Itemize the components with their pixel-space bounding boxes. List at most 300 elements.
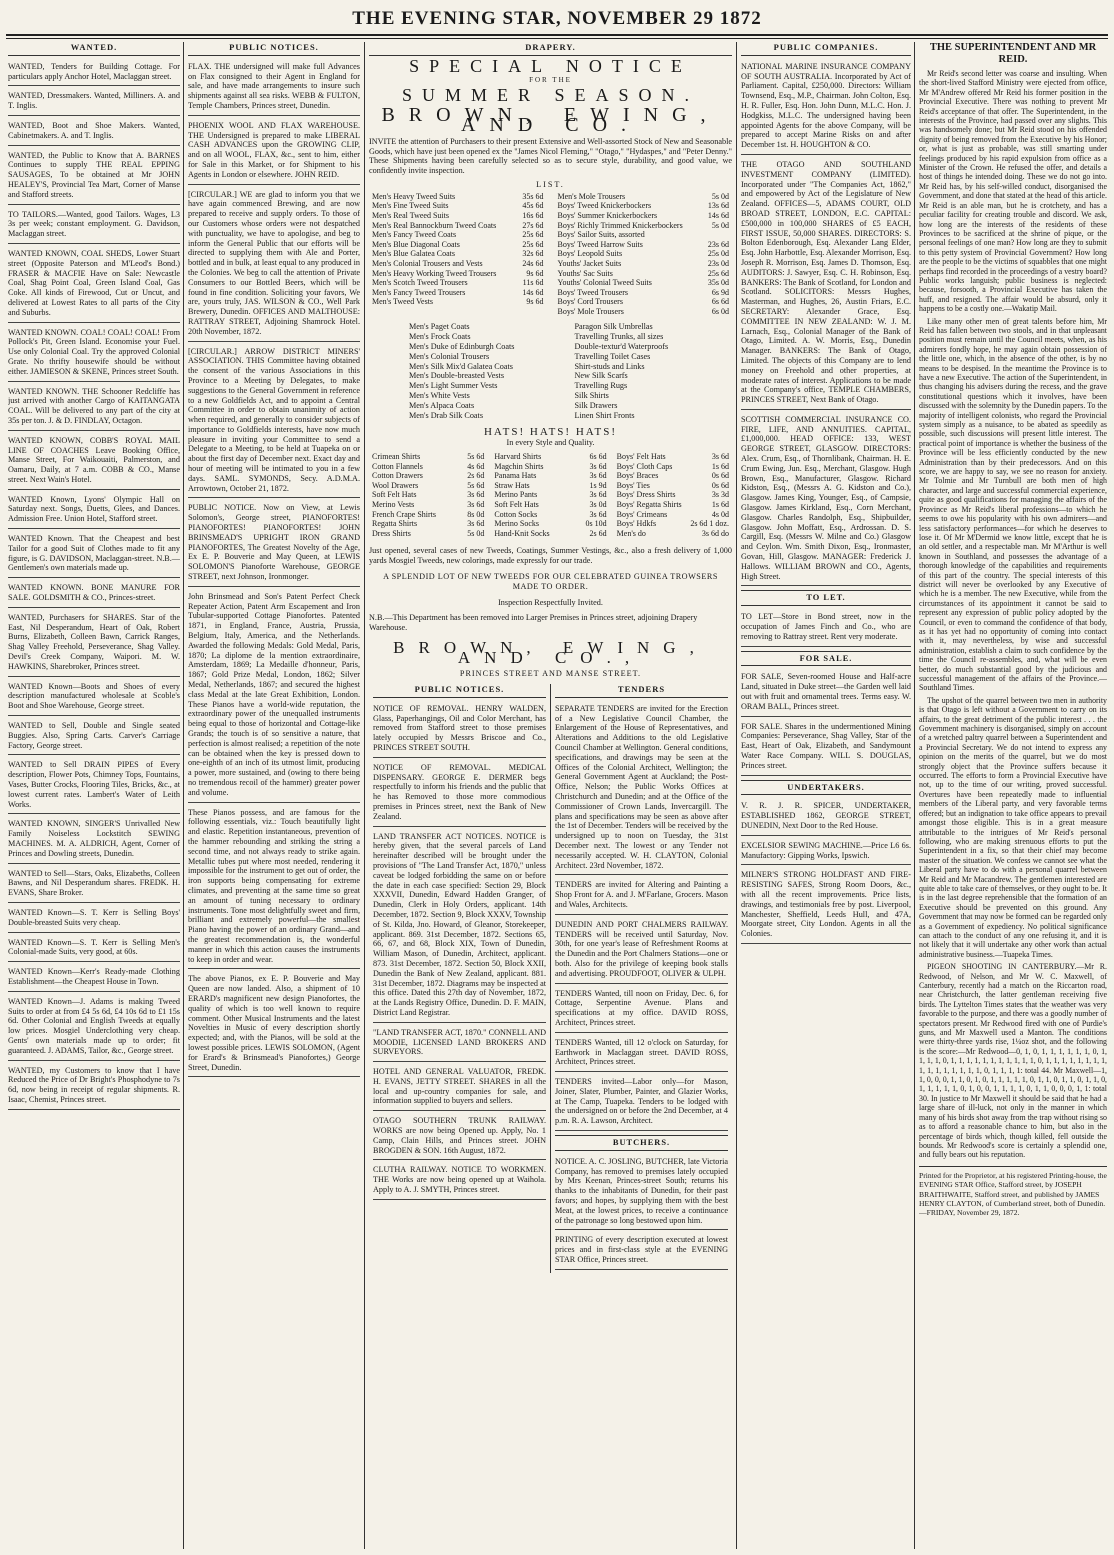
item-name: Men's Blue Galatea Coats <box>372 249 455 259</box>
notice-for-label: FOR THE <box>529 75 572 84</box>
section-heading-to-let: TO LET. <box>741 590 911 606</box>
tender-ad-text: TENDERS Wanted, till 12 o'clock on Saturday, for Earthwork in Maclaggan street. DAVID ROSS, Architect, Princes street. <box>555 1037 728 1067</box>
shipment-note: Just opened, several cases of new Tweeds, Coatings, Summer Vestings, &c., also a fresh delivery of 1,000 yards Mosgiel Tweeds, new colorings, made expressly for our trade. <box>369 546 732 566</box>
price-row <box>369 481 487 491</box>
item-price: 6s 0d <box>711 306 729 316</box>
price-row <box>369 201 547 211</box>
item-price: 11s 6d <box>522 278 544 288</box>
wanted-ad <box>8 60 180 87</box>
price-row <box>555 192 733 202</box>
item-name: Men's Fine Tweed Suits <box>372 201 449 211</box>
price-row <box>555 249 733 259</box>
item-price: 14s 6d <box>522 287 544 297</box>
wanted-ad <box>8 906 180 933</box>
column-rule <box>183 42 184 1549</box>
public-notice-ad-text: The above Pianos, ex E. P. Bouverie and May Queen are now landed. Also, a shipment of 10 ERARD's magnificent new design Pianofortes, the quality of which is too well known to require comment. Other Musical Instruments and the latest Novelties in Music of every description shortly expected; and, with the Pianos, will be sold at the lowest possible prices. LEWIS SOLOMON, (Agent for Erard's & Brinsmead's Pianofortes,) George Street, Dunedin. <box>188 974 360 1072</box>
public-notice-ad-text: [CIRCULAR.] WE are glad to inform you that we have again commenced Brewing, and are now prepared to receive and supply orders. To those of our Customers whose orders were not despatched with punctuality, we have to apologise, and beg to inform the General Public that our efforts will be directed to supplying them with Ale and Porter, bottled and in bulk, at least equal to any produced in the Colonies. We beg to call the attention of Private Consumers to our Bottled Beers, which will be found in fine condition. Soliciting your favors, We are, yours truly, JAS. WILSON & CO., Well Park Brewery, Dunedin. OFFICES AND MALTHOUSE: RATTRAY STREET, Adjoining Shamrock Hotel. 20th November, 1872. <box>188 189 360 336</box>
column-rule <box>736 42 737 1549</box>
column-public-companies <box>741 42 911 1549</box>
item-name: Men's Mole Trousers <box>557 191 626 201</box>
item-price: 3s 6d <box>467 490 485 500</box>
price-row <box>555 297 733 307</box>
wanted-ad-text: TO TAILORS.—Wanted, good Tailors. Wages, L3 3s per week; constant employment. G. Davidson, Maclaggan street. <box>8 209 180 239</box>
wanted-ad-text: WANTED KNOWN, COAL SHEDS, Lower Stuart street (Opposite Paterson and M'Leod's Bond.) FRASER & MACFIE Have on Sale: Newcastle Coal, Shag Point Coal, Green Island Coal, Gas Coke. All kinds of Firewood, Cut or Uncut, and delivered at Lowest Rates to all parts of the City and Suburbs. <box>8 248 180 317</box>
wanted-ad <box>8 149 180 205</box>
item-price: 3s 6d <box>589 509 607 519</box>
wanted-ad-text: WANTED, Tenders for Building Cottage. For particulars apply Anchor Hotel, Maclaggan street. <box>8 61 180 81</box>
tenders-list <box>555 702 728 1131</box>
wanted-ad-text: WANTED KNOWN, SINGER'S Unrivalled New Family Noiseless Lockstitch SEWING MACHINES. M. A. ALDRICH, Agent, Corner of Princes and Dowling streets, Dunedin. <box>8 819 180 858</box>
wanted-ad <box>8 867 180 903</box>
sundry-item: Men's Colonial Trousers <box>409 351 490 361</box>
price-row <box>614 490 732 500</box>
item-price: 5s 0d <box>711 191 729 201</box>
masthead-rule <box>6 34 1108 36</box>
item-price: 6s 6d <box>711 297 729 307</box>
item-price: 4s 6d <box>467 461 485 471</box>
tender-ad <box>555 1036 728 1072</box>
item-name: Boys' Leopold Suits <box>557 249 623 259</box>
item-price: 23s 6d <box>707 239 729 249</box>
price-row <box>555 230 733 240</box>
item-name: Boys' Tweed Knickerbockers <box>557 201 652 211</box>
item-name: Boys' Dress Shirts <box>616 490 676 500</box>
item-name: Boys' Ties <box>616 480 650 490</box>
item-name: Men's Real Bannockburn Tweed Coats <box>372 220 497 230</box>
item-price: 16s 6d <box>522 210 544 220</box>
column-editorial <box>919 42 1107 1549</box>
public-notice-2-ad-text: NOTICE OF REMOVAL. MEDICAL DISPENSARY. GEORGE E. DERMER begs respectfully to inform his friends and the public that he has Removed to those more commodious premises in Princes street, next the Bank of New Zealand. <box>373 762 546 821</box>
public-notices-2-list <box>373 702 546 1200</box>
item-price: 3s 6d <box>589 490 607 500</box>
company-ad <box>741 60 911 155</box>
item-price: 0s 6d <box>711 480 729 490</box>
wanted-ad-text: WANTED to Sell—Stars, Oaks, Elizabeths, Colleen Bawns, and Nil Desperandum shares. FREDK. H. EVANS, Share Broker. <box>8 868 180 898</box>
section-heading-undertakers: UNDERTAKERS. <box>741 780 911 796</box>
public-notice-2-ad-text: NOTICE OF REMOVAL. HENRY WALDEN, Glass, Paperhangings, Oil and Color Merchant, has removed from Stafford street to those premises lately occupied by Messrs Briscoe and Co., PRINCES STREET SOUTH. <box>373 703 546 752</box>
price-row <box>614 452 732 462</box>
item-price: 5s 0d <box>467 528 485 538</box>
item-name: Youths' Sac Suits <box>557 268 613 278</box>
price-row <box>369 490 487 500</box>
price-row <box>369 529 487 539</box>
column-wanted <box>8 42 180 1549</box>
public-notice-ad-text: PHOENIX WOOL AND FLAX WAREHOUSE. THE Undersigned is prepared to make LIBERAL CASH ADVANCES upon the GROWING CLIP, and on all WOOL, FLAX, &c., sent to him, either for Sale in this Market, or for Shipment to his Agents in London or elsewhere. JOHN REID. <box>188 120 360 179</box>
hats-heading: HATS! HATS! HATS! <box>483 426 617 439</box>
printer-imprint: Printed for the Proprietor, at his registered Printing-house, the EVENING STAR Office, Stafford street, by JOSEPH BRAITHWAITE, Stafford street, and published by JAMES HENRY CLAYTON, of Cumberland street, both of Dunedin.—FRIDAY, November 29, 1872. <box>919 1166 1107 1218</box>
item-name: Merino Pants <box>494 490 538 500</box>
price-row <box>555 221 733 231</box>
item-name: Boys' Felt Hats <box>616 452 666 462</box>
sundry-item: Double-textur'd Waterproofs <box>574 342 669 352</box>
item-name: Boys' Crimeans <box>616 509 668 519</box>
public-notice-2-ad-text: LAND TRANSFER ACT NOTICES. NOTICE is hereby given, that the several parcels of Land hereinafter described will be brought under the provisions of "The Land Transfer Act, 1870," unless caveat be lodged forbidding the same on or before the date in each case specified: Section 29, Block XXXVII, Dunedin, Edward Hadden Granger, of Dunedin, Clerk in Holy Orders, applicant. 14th December, 1872. Section 9, Block XXXV, Township of St. Kilda, Jno. Howard, of Gleanor, Storekeeper, applicant. 869. 31st December, 1872. Sections 65, 66, 67, and 68, Block XIX, Town of Dunedin, William Mason, of Dunedin, Architect, applicant. 873. 31st December, 1872. Section 50, Block XXII, Dunedin the Bank of New Zealand, applicant. 881. 31st December, 1872. Diagrams may be inspected at this office. Dated this 27th day of November, 1872, at the Lands Registry Office, Dunedin. D. F. MAIN, District Land Registrar. <box>373 831 546 1017</box>
price-row <box>491 510 609 520</box>
wanted-ad <box>8 532 180 578</box>
item-price: 1s 9d <box>589 480 607 490</box>
item-name: Regatta Shirts <box>372 519 418 529</box>
price-row <box>555 259 733 269</box>
price-row <box>369 519 487 529</box>
sundries-list <box>409 322 732 420</box>
item-name: Harvard Shirts <box>494 452 542 462</box>
item-name: Boys' Mole Trousers <box>557 306 624 316</box>
sundries-left <box>409 322 567 420</box>
price-row <box>614 500 732 510</box>
price-row <box>369 259 547 269</box>
item-name: Men's Scotch Tweed Trousers <box>372 278 468 288</box>
item-name: Hand-Knit Socks <box>494 528 550 538</box>
public-notice-ad <box>188 345 360 499</box>
public-notice-2-ad <box>373 830 546 1023</box>
section-heading-public-companies: PUBLIC COMPANIES. <box>741 42 911 56</box>
wanted-ad <box>8 817 180 863</box>
wanted-ad <box>8 995 180 1061</box>
item-price: 9s 6d <box>526 297 544 307</box>
item-name: Boys' Summer Knickerbockers <box>557 210 658 220</box>
sundry-item: Men's Double-breasted Vests <box>409 371 505 381</box>
price-row <box>555 269 733 279</box>
tender-ad-text: SEPARATE TENDERS are invited for the Erection of a New Legislative Council Chamber, the Enlargement of the House of Representatives, and Alterations and Additions to the old Legislative Council Chamber at Wellington. General conditions, specifications, and drawings may be seen at the Offices of the Colonial Architect, Wellington; the General Government Agent at Auckland; the Post-Office, Nelson; the Public Works Offices at Christchurch and Dunedin; and at the Office of the Commissioner of Crown Lands, Invercargill. The plans and specifications may be seen as above after the 1st of December. Tenders will be received by the undersigned up to noon on Tuesday, the 31st December next. The lowest or any Tender not necessarily accepted. W. H. CLAYTON, Colonial Architect. 23rd November, 1872. <box>555 703 728 870</box>
tender-ad <box>555 878 728 914</box>
drapery-section <box>369 42 732 682</box>
editorial-paragraph: Like many other men of great talents before him, Mr Reid has fallen between two stools, and in that unpleasant position must remain until the Council meets, when, as his admirers fondly hope, he may again obtain possession of the little one, which, in the absence of the other, is by no means to be despised. In the meantime the Province is to have a new Executive. The action of the Superintendent, in thus changing his advisers during the recess, and the grave constitutional questions which it involves, have been discussed with the solemnity by the Dunedin papers. To the majority of intelligent colonists, who regard the Provincial system simply as a nuisance, to be abated as speedily as possible, such discussions will present little interest. The practical point of importance is whether the business of the Province will be less efficiently conducted by the new Administration than by their predecessors. And on this score, we are happy to say, we see no reason for anxiety. Mr Tolmie and Mr Turnbull are both men of high character, and large and successful commercial experience, quite as good qualifications for managing the affairs of the Province as Mr Reid's liberal professions—to which he seems to owe his popularity with his own admirers—and less satisfactory performances—for which he deserves to lose it. Of Mr M'Dermid we know little, except that he is an old settler, and a respectable man. Mr M'Arthur is well known in Southland, and possesses the advantage of a thorough knowledge of the capabilities and requirements of this part of the country. The special interests of this district will never be overlooked by any Executive of which he is a member. The new Executive, while from the circumstances of its appointment it cannot be said to represent any expression of public policy adopted by the Council, or even to command the confidence of that body, as it has yet had no opportunity of coming into contact with it, may nevertheless, by wise and successful administration, establish a claim to such confidence by the time the Council re-assembles, and, what will be even better, do much substantial good by the judicious and successful management of the affairs of the Province.—Southland Times. <box>919 316 1107 693</box>
price-row <box>491 490 609 500</box>
sundry-item: Men's White Vests <box>409 391 470 401</box>
sundry-item: New Silk Scarfs <box>574 371 628 381</box>
section-heading-drapery: DRAPERY. <box>369 42 732 56</box>
price-row <box>369 471 487 481</box>
wanted-ad-text: WANTED Known—Boots and Shoes of every description manufactured wholesale at Scoble's Boot and Shoe Warehouse, George street. <box>8 681 180 711</box>
sundry-item: Silk Shirts <box>574 391 609 401</box>
item-price: 14s 6d <box>707 210 729 220</box>
wanted-ad <box>8 326 180 382</box>
item-name: Crimean Shirts <box>372 452 421 462</box>
item-name: Soft Felt Hats <box>494 500 539 510</box>
hats-list <box>369 452 732 538</box>
price-row <box>555 201 733 211</box>
for-sale-ad-text: FOR SALE. Shares in the undermentioned Mining Companies: Perseverance, Shag Valley, Star of the East, Heart of Oak, Elizabeth, and Sandymount Water Race Company. WILL S. DOUGLAS, Princes street. <box>741 721 911 770</box>
sundry-item: Men's Frock Coats <box>409 332 471 342</box>
sundry-item: Travelling Trunks, all sizes <box>574 332 664 342</box>
list-label: LIST. <box>536 179 565 189</box>
public-notices-list <box>188 60 360 1078</box>
price-list-right <box>555 192 733 317</box>
item-price: 25s 6d <box>522 230 544 240</box>
price-row <box>369 249 547 259</box>
item-name: French Crape Shirts <box>372 509 436 519</box>
wanted-ad-text: WANTED Known—J. Adams is making Tweed Suits to order at from £4 5s 6d, £4 10s 6d to £1 15s 6d. Other Colonial and English Tweeds at equally low prices. Mosgiel Underclothing very cheap. Gents' own materials made up to order; fit guaranteed. J. ADAMS, Tailor, &c., George street. <box>8 996 180 1055</box>
public-notice-2-ad <box>373 1163 546 1199</box>
sundry-item: Linen Shirt Fronts <box>574 410 635 420</box>
public-notice-ad-text: [CIRCULAR.] ARROW DISTRICT MINERS' ASSOCIATION. THIS Committee having obtained the consent of the various Associations in this Province to a Meeting by Delegates, to make suggestions to the General Government in reference to a new Goldfields Act, and to appoint a Central Committee in order to obtain unanimity of action when required, and generally to consider subjects of importance to Goldfields interests, have now much pleasure in inviting your Committee to send a Delegate to a Meeting, to be held at Tuapeka on or about the first day of December next. Exact day and hour of meeting will be intimated to you in a few days. SAML. SYMONDS, Secy. A.D.M.A. Arrowtown, October 21, 1872. <box>188 346 360 493</box>
item-name: Panama Hats <box>494 471 537 481</box>
item-name: Merino Socks <box>494 519 539 529</box>
to-let-ad <box>741 610 911 646</box>
price-row <box>614 481 732 491</box>
item-name: Men's Tweed Vests <box>372 297 434 307</box>
item-price: 5s 6d <box>467 452 485 462</box>
wanted-ad <box>8 208 180 244</box>
editorial-paragraph: Mr Reid's second letter was coarse and insulting. When the short-lived Stafford Ministry were ejected from office, Mr M'Andrew offered Mr Reid his former position in the Provincial Executive. There was nothing to prevent Mr Reid's acceptance of that offer. The Superintendent, in the interests of the Province, had passed over any slights. This was handsomely done; but Mr Reid stood on his offended dignity of being removed from the Executive by his Honor; or, what is just as probable, was still smarting under feelings produced by his rapid expulsion from office as a Minister of the Crown. He refused the offer, and details a host of things he intended doing. These we do not go into. Mr Reid has, by his self-willed conduct, disorganised the Government, and done that stated at the head of this article. Mr Reid is an able man, but he is crotchety, and has a peculiar facility for creating trouble and discord. We ask, how long are the interests of the residents of these Provinces to be sacrificed at the shrine of pique, or the personal feelings of one man? How long are they to submit to this petty system of Provincial Government? How long are the people to be the victims of squabbles that one might perhaps find recorded in the proceedings of a vestry board? Public works languish; public business is neglected: because, forsooth, a Provincial Executive has taken the huff, and resigned. The affair would be absurd, only it happens to be a costly one.—Wakatip Mail. <box>919 69 1107 314</box>
item-price: 3s 6d do <box>701 528 729 538</box>
item-price: 25s 6d <box>522 239 544 249</box>
item-price: 27s 6d <box>522 220 544 230</box>
hats-subheading: In every Style and Quality. <box>506 438 595 448</box>
public-notice-ad-text: These Pianos possess, and are famous for the following essentials, viz.: Touch beautifully light and elastic. Repetition instantaneous, prevention of the hammer rebounding and striking the string a second time, and not always ready to strike again. Metallic tubes put where most needed, rendering it impossible for the instrument to get out of order, the iron supports being compensating for extreme climates, and preventing at the same time so great an amount of tuning necessary to ordinary instruments. Tone most delightfully sweet and firm, brilliant and extremely powerful—the smallest Piano having the power of an ordinary Grand—and the greatest recommendation is, the wonderful manner in which this action causes the instruments to keep in order and wear. <box>188 807 360 964</box>
item-price: 1s 6d <box>711 461 729 471</box>
tender-ad <box>555 1075 728 1131</box>
sub-column-grid <box>369 684 732 1273</box>
wanted-ad <box>8 680 180 716</box>
column-tenders <box>550 684 732 1273</box>
for-sale-ad <box>741 670 911 716</box>
wanted-ad <box>8 434 180 490</box>
editorial-paragraph: PIGEON SHOOTING IN CANTERBURY.—Mr R. Redwood, of Nelson, and Mr W. C. Maxwell, of Canterbury, recently had a match on the Riccarton road, near Christchurch, the latter gentleman receiving five birds. The Lyttelton Times states that the weather was very favorable to the purpose, and there was a goodly number of spectators present. Mr Redwood fired with one of Purdie's guns, and Mr Maxwell used a Manton. The conditions were thirty-three yards rise, 1¼oz shot, and the following is the score:—Mr Redwood—0, 1, 0, 1, 1, 1, 1, 1, 1, 0, 1, 1, 1, 1, 0, 1, 1, 1, 1, 1, 1, 1, 1, 1, 1, 1, 0, 1, 1, 1, 1, 1, 1, 1, 1, 1, 1, 1, 1, 1, 1, 1, 1, 0, 1, 1, 1, 1: total 44. Mr Maxwell—1, 1, 0, 0, 0, 1, 1, 0, 1, 0, 1, 1, 1, 1, 1, 0, 1, 1, 0, 1, 1, 0, 1, 1, 0, 1, 1, 1, 1, 1, 0, 1, 0, 0, 1, 1, 1, 1, 0, 1, 1, 0, 0, 0, 1, 1: total 30. In justice to Mr Maxwell it should be said that he had a large share of ill-luck, not only in the manner in which many of his birds shot away from the trap without rising so as to afford a reasonable chance to him, but also in the percentage of birds which, though killed, fell outside the bounds. Mr Redwood's score is certainly a splendid one, and fully bears out his reputation. <box>919 962 1107 1160</box>
wanted-ad-text: WANTED, my Customers to know that I have Reduced the Price of Dr Bright's Phosphodyne to 7s 6d, now being in receipt of regular shipments. R. Isaac, Chemist, Princes street. <box>8 1065 180 1104</box>
wanted-ad-text: WANTED KNOWN. BONE MANURE FOR SALE. GOLDSMITH & CO., Princes-street. <box>8 583 180 603</box>
price-list-left <box>369 192 547 307</box>
item-price: 6s 9d <box>711 287 729 297</box>
item-name: Cotton Drawers <box>372 471 423 481</box>
wanted-ad <box>8 89 180 116</box>
wanted-ad-text: WANTED to Sell DRAIN PIPES of Every description, Flower Pots, Chimney Tops, Fountains, Vases, Butter Crocks, Flooring Tiles, Bricks, &c., at lowest current rates. Lambert's Water of Leith Works. <box>8 760 180 809</box>
for-sale-ad-text: FOR SALE, Seven-roomed House and Half-acre Land, situated in Duke street—the Garden well laid out with fruit and ornamental trees. Terms easy. W. ORAM BALL, Princes street. <box>741 672 911 711</box>
sundries-right <box>575 322 733 420</box>
price-row <box>491 471 609 481</box>
public-notice-ad <box>188 188 360 342</box>
wanted-ad-text: WANTED to Sell, Double and Single seated Buggies. Also, Spring Carts. Carver's Carriage Factory, George street. <box>8 721 180 750</box>
item-name: Boys' Regatta Shirts <box>616 500 682 510</box>
tender-ad <box>555 987 728 1033</box>
price-row <box>614 510 732 520</box>
public-notice-2-ad <box>373 1065 546 1111</box>
wanted-ad-text: WANTED, the Public to Know that A. BARNES Continues to supply THE REAL EPPING SAUSAGES, To be obtained at Mr JOHN HEALEY'S, Provincial Tea Mart, Corner of Manse and Stafford streets. <box>8 150 180 199</box>
wanted-ad-text: WANTED KNOWN, COBB'S ROYAL MAIL LINE OF COACHES Leave Booking Office, Manse Street, For Waikouaiti, Palmerston, and Oamaru, Daily, at 7 a.m. COBB & CO., Manse street. Next Wain's Hotel. <box>8 435 180 484</box>
drapery-intro: INVITE the attention of Purchasers to their present Extensive and Well-assorted Stock of New and Seasonable Goods, which have just been opened ex the "James Nicol Fleming," "Otago," "Hydaspes," and "Peter Denny." These Shipments having been carefully selected so as to secure style, durability, and good value, we confidently invite inspection. <box>369 136 732 176</box>
company-ad <box>741 158 911 410</box>
for-sale-list <box>741 670 911 775</box>
company-ad <box>741 413 911 587</box>
sundry-item: Paragon Silk Umbrellas <box>574 322 653 332</box>
wanted-ad <box>8 936 180 963</box>
item-name: Magchin Shirts <box>494 461 544 471</box>
sundry-item: Men's Drab Silk Coats <box>409 410 484 420</box>
item-name: Men's Fancy Tweed Coats <box>372 230 457 240</box>
item-price: 3s 6d <box>711 452 729 462</box>
wanted-ad-text: WANTED Known—S. T. Kerr is Selling Boys' Double-breasted Suits very cheap. <box>8 907 180 927</box>
price-row <box>369 288 547 298</box>
item-price: 24s 6d <box>522 258 544 268</box>
sundry-item: Men's Alpaca Coats <box>409 400 475 410</box>
sundry-item: Men's Light Summer Vests <box>409 381 498 391</box>
price-row <box>369 269 547 279</box>
sundry-item: Men's Duke of Edinburgh Coats <box>409 342 515 352</box>
to-let-text: TO LET—Store in Bond street, now in the occupation of James Finch and Co., who are removing to Rattray street. Rent very moderate. <box>741 612 911 641</box>
price-row <box>614 471 732 481</box>
price-row <box>555 240 733 250</box>
item-name: Boys' Braces <box>616 471 659 481</box>
price-row <box>369 221 547 231</box>
price-row <box>614 519 732 529</box>
price-row <box>369 240 547 250</box>
public-notice-2-ad-text: OTAGO SOUTHERN TRUNK RAILWAY. WORKS are now being Opened up. Apply, No. 1 Camp, Clain Hills, and Princes street. JOHN BROGDEN & SON. 16th August, 1872. <box>373 1116 546 1155</box>
item-name: Men's Fancy Tweed Trousers <box>372 287 466 297</box>
item-name: Youths' Colonial Tweed Suits <box>557 278 652 288</box>
printing-notice-text: PRINTING of every description executed at lowest prices and in first-class style at the EVENING STAR Office, Princes street. <box>555 1235 728 1265</box>
wanted-ad <box>8 965 180 992</box>
wanted-ad-text: WANTED Known—Kerr's Ready-made Clothing Establishment—the Cheapest House in Town. <box>8 967 180 986</box>
item-name: Boys' Tweed Harrow Suits <box>557 239 643 249</box>
item-price: 3s 6d <box>467 500 485 510</box>
price-row <box>369 500 487 510</box>
public-notice-2-ad-text: CLUTHA RAILWAY. NOTICE TO WORKMEN. THE Works are now being opened up at Waihola. Apply to A. J. SMYTH, Princes street. <box>373 1165 546 1195</box>
price-row <box>491 481 609 491</box>
tender-ad-text: DUNEDIN AND PORT CHALMERS RAILWAY. TENDERS will be received until Saturday, Nov. 30th, for one year's lease of Refreshment Rooms at the Dunedin and the Port Chalmers Stations—one or both. Also for the privilege of keeping book stalls and advertising. PROUDFOOT, OLIVER & ULPH. <box>555 919 728 978</box>
item-name: Men's Colonial Trousers and Vests <box>372 258 483 268</box>
price-row <box>555 211 733 221</box>
price-row <box>491 452 609 462</box>
undertaker-text: V. R. J. R. SPICER, UNDERTAKER, ESTABLISHED 1862, GEORGE STREET, DUNEDIN, Next Door to the Red House. <box>741 801 911 830</box>
item-name: Boys' Richly Trimmed Knickerbockers <box>557 220 683 230</box>
item-name: Straw Hats <box>494 480 530 490</box>
wanted-ad-text: WANTED KNOWN. THE Schooner Redcliffe has just arrived with another Cargo of KAITANGATA COAL. Will be delivered to any part of the city at 35s per ton. J. & D. FINDLAY, Octagon. <box>8 386 180 425</box>
price-row <box>369 452 487 462</box>
public-notice-2-ad <box>373 702 546 758</box>
item-price: 2s 6d 1 doz. <box>690 519 729 529</box>
item-price: 2s 6d <box>589 528 607 538</box>
public-notice-2-ad <box>373 1026 546 1062</box>
milner-ad <box>741 868 911 944</box>
price-row <box>491 462 609 472</box>
item-price: 23s 0d <box>707 258 729 268</box>
splendid-lot-note: A SPLENDID LOT OF NEW TWEEDS FOR OUR CELEBRATED GUINEA TROWSERS MADE TO ORDER. <box>383 571 718 591</box>
item-price: 35s 0d <box>707 278 729 288</box>
wanted-ad-text: WANTED, Purchasers for SHARES. Star of the East, Nil Desperandum, Heart of Oak, Robert Burns, Elizabeth, Colleen Bawn, Carrick Ranges, Shag Valley Freehold, Perseverance, Shag Valley. Devil's Creek Company, Waipori. M. W. HAWKINS, Sharebroker, Princes street. <box>8 612 180 671</box>
item-price: 1s 6d <box>711 500 729 510</box>
section-heading-wanted: WANTED. <box>8 42 180 56</box>
item-price: 25s 6d <box>707 268 729 278</box>
public-notice-2-ad-text: HOTEL AND GENERAL VALUATOR, FREDK. H. EVANS, JETTY STREET. SHARES in all the local and up-country companies for sale, and information supplied to buyers and sellers. <box>373 1067 546 1106</box>
item-name: Men's Heavy Tweed Suits <box>372 191 456 201</box>
price-row <box>555 278 733 288</box>
section-heading-public-notices: PUBLIC NOTICES. <box>188 42 360 56</box>
item-name: Men's do <box>616 528 646 538</box>
excelsior-text: EXCELSIOR SEWING MACHINE.—Price L6 6s. Manufactory: Gipping Works, Ipswich. <box>741 840 911 860</box>
price-row <box>555 288 733 298</box>
item-price: 4s 0d <box>711 509 729 519</box>
item-name: Men's Blue Diagonal Coats <box>372 239 460 249</box>
butcher-notice-text: NOTICE. A. C. JOSLING, BUTCHER, late Victoria Company, has removed to premises lately occupied by Mrs Keenan, Princes-street South; returns his thanks to the inhabitants of Dunedin, for their past favors; and hopes, by supplying them with the best Meat, at the lowest prices, to receive a continuance of the patronage so long bestowed upon him. <box>555 1156 728 1225</box>
public-notice-ad <box>188 972 360 1077</box>
column-rule <box>364 42 365 1549</box>
public-notice-2-ad <box>373 761 546 827</box>
item-name: Boys' Tweed Trousers <box>557 287 629 297</box>
item-name: Merino Vests <box>372 500 415 510</box>
wanted-ad-text: WANTED Known. That the Cheapest and best Tailor for a good Suit of Clothes made to fit any figure, is G. DAVIDSON, Maclaggan-street. N.B.—Gentlemen's own materials made up. <box>8 534 180 573</box>
public-notice-ad-text: FLAX. THE undersigned will make full Advances on Flax consigned to their Agent in England for sale, and have made arrangements to insure such shipments against all sea risks. WEBB & FULTON, Temple Chambers, Princes street, Dunedin. <box>188 61 360 110</box>
inspection-note: Inspection Respectfully Invited. <box>498 597 603 607</box>
tender-ad-text: TENDERS are invited for Altering and Painting a Shop Front for A. and J. M'Farlane, Grocers. Mason and Wales, Architects. <box>555 880 728 909</box>
price-row <box>369 297 547 307</box>
wanted-ad <box>8 611 180 677</box>
item-price: 5s 6d <box>467 480 485 490</box>
masthead-rule-thin <box>6 38 1108 39</box>
public-notice-ad <box>188 119 360 185</box>
wanted-ad-text: WANTED Known, Lyons' Olympic Hall on Saturday next. Songs, Duetts, Glees, and Dances. Admission Free. Union Hotel, Stafford street. <box>8 494 180 524</box>
firm-name-banner-bottom: BROWN, EWING, AND CO., <box>393 637 708 667</box>
wanted-ad <box>8 119 180 146</box>
price-row <box>369 462 487 472</box>
item-price: 6s 6d <box>589 452 607 462</box>
column-public-notices <box>188 42 360 1549</box>
item-price: 35s 6d <box>522 191 544 201</box>
item-price: 25s 0d <box>707 249 729 259</box>
firm-address: PRINCES STREET AND MANSE STREET. <box>459 668 642 678</box>
item-name: Boys' Cord Trousers <box>557 297 623 307</box>
sundry-item: Shirt-studs and Links <box>574 361 645 371</box>
price-row <box>491 519 609 529</box>
price-row <box>491 500 609 510</box>
item-name: Wool Drawers <box>372 480 419 490</box>
item-name: Boys' Hdkfs <box>616 519 657 529</box>
item-name: Men's Real Tweed Suits <box>372 210 449 220</box>
public-notice-ad-text: PUBLIC NOTICE. Now on View, at Lewis Solomon's, George street, PIANOFORTES! PIANOFORTES! PIANOFORTES! JOHN BRINSMEAD'S UPRIGHT IRON GRAND PIANOFORTES, The Greatest Novelty of the Age, Ex E. P. Bouverie and May Queen, at LEWIS SOLOMON'S Pianoforte Warehouse, GEORGE STREET, next Johnson, Ironmonger. <box>188 503 360 582</box>
item-name: Men's Heavy Working Tweed Trousers <box>372 268 497 278</box>
for-sale-ad <box>741 720 911 776</box>
editorial-body <box>919 69 1107 1160</box>
butcher-notice <box>555 1155 728 1231</box>
item-price: 3s 3d <box>711 490 729 500</box>
item-price: 0s 10d <box>585 519 607 529</box>
item-name: Cotton Socks <box>494 509 538 519</box>
sundry-item: Silk Drawers <box>574 400 618 410</box>
wanted-ad <box>8 581 180 608</box>
item-price <box>702 230 732 240</box>
tender-ad-text: TENDERS Wanted, till noon on Friday, Dec. 6, for Cottage, Serpentine Avenue. Plans and specifications at my office. DAVID ROSS, Architect, Princes street. <box>555 988 728 1027</box>
printing-notice <box>555 1233 728 1269</box>
tender-ad <box>555 918 728 984</box>
item-price: 13s 6d <box>707 201 729 211</box>
excelsior-ad <box>741 839 911 866</box>
price-row <box>555 307 733 317</box>
item-price: 8s 0d <box>467 509 485 519</box>
item-price: 9s 6d <box>526 268 544 278</box>
section-heading-butchers: BUTCHERS. <box>555 1135 728 1151</box>
price-row <box>369 510 487 520</box>
item-name: Boys' Cloth Caps <box>616 461 673 471</box>
hats-list-col3 <box>614 452 732 538</box>
item-name: Boys' Sailor Suits, assorted <box>557 230 645 240</box>
summer-season-title: SUMMER SEASON. <box>401 85 700 106</box>
wanted-ad-text: WANTED KNOWN. COAL! COAL! COAL! From Pollock's Pit, Green Island. Economise your Fuel. Use only Colonial Coal. Try the approved Colonial Grate. No thrifty housewife should be without either. JAMIESON & SKENE, Princes street South. <box>8 327 180 376</box>
item-price: 3s 6d <box>589 461 607 471</box>
public-notice-ad <box>188 590 360 803</box>
section-heading-tenders: TENDERS <box>555 684 728 698</box>
hats-list-col2 <box>491 452 609 538</box>
price-list <box>369 192 732 317</box>
wanted-ad <box>8 1064 180 1110</box>
item-price: 3s 0d <box>589 500 607 510</box>
special-notice-title: SPECIAL NOTICE <box>409 55 692 76</box>
item-name: Youths' Jacket Suits <box>557 258 622 268</box>
price-row <box>614 462 732 472</box>
sundry-item: Travelling Toilet Cases <box>574 351 651 361</box>
undertaker-ad <box>741 799 911 835</box>
wanted-ad-text: WANTED, Dressmakers. Wanted, Milliners. A. and T. Inglis. <box>8 91 180 111</box>
column-rule <box>914 42 915 1549</box>
wanted-ad <box>8 493 180 529</box>
